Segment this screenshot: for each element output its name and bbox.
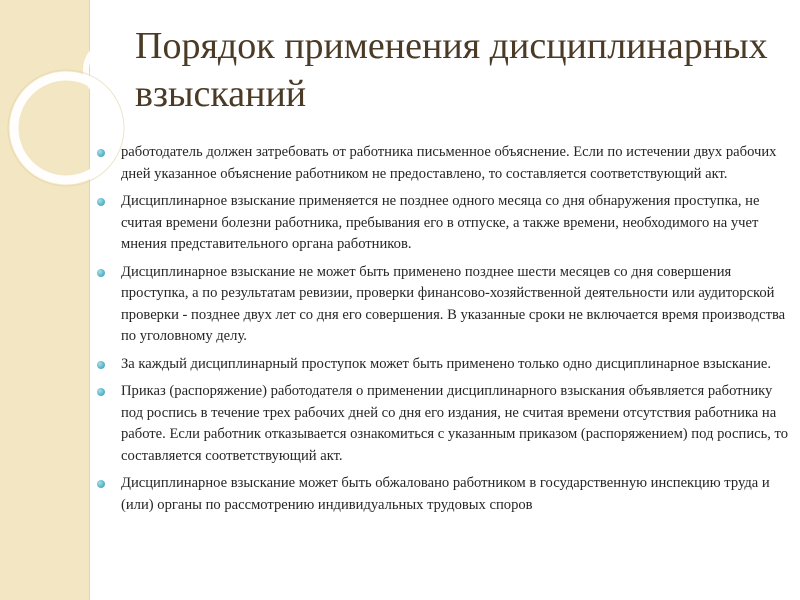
slide-sidebar-band xyxy=(0,0,90,600)
bullet-text: работодатель должен затребовать от работника письменное объяснение. Если по истечении двух рабочих дней указанное объяснение работником не предоставлено, то составляется соответствующий акт. xyxy=(121,144,777,182)
bullet-dot-icon xyxy=(97,388,105,396)
slide-title: Порядок применения дисциплинарных взысканий xyxy=(135,25,768,115)
bullet-item xyxy=(97,142,797,185)
bullet-item xyxy=(97,381,797,467)
bullet-text: Приказ (распоряжение) работодателя о применении дисциплинарного взыскания объявляется работнику под роспись в течение трех рабочих дней со дня его издания, не считая времени отсутствия работника на работе. Если работник отказывается ознакомиться с указанным приказом (распоряжением) под роспись, то составляется соответствующий акт. xyxy=(121,383,789,464)
bullet-dot-icon xyxy=(97,480,105,488)
bullet-text: За каждый дисциплинарный проступок может быть применено только одно дисциплинарное взыскание. xyxy=(121,355,772,372)
bullet-item xyxy=(97,354,797,376)
bullet-text: Дисциплинарное взыскание не может быть применено позднее шести месяцев со дня совершения проступка, а по результатам ревизии, проверки финансово-хозяйственной деятельности или аудиторской проверки - позднее двух лет со дня его совершения. В указанные сроки не включается время производства по уголовному делу. xyxy=(121,263,786,344)
bullet-dot-icon xyxy=(97,269,105,277)
bullet-item xyxy=(97,262,797,348)
bullet-dot-icon xyxy=(97,149,105,157)
bullet-list xyxy=(97,142,797,522)
bullet-dot-icon xyxy=(97,361,105,369)
bullet-item xyxy=(97,191,797,256)
small-ring xyxy=(86,42,142,98)
bullet-dot-icon xyxy=(97,198,105,206)
bullet-text: Дисциплинарное взыскание применяется не позднее одного месяца со дня обнаружения проступка, не считая времени болезни работника, пребывания его в отпуске, а также времени, необходимого на учет мнения представительного органа работников. xyxy=(121,193,760,252)
bullet-text: Дисциплинарное взыскание может быть обжаловано работником в государственную инспекцию труда и (или) органы по рассмотрению индивидуальных трудовых споров xyxy=(121,475,770,513)
bullet-item xyxy=(97,473,797,516)
